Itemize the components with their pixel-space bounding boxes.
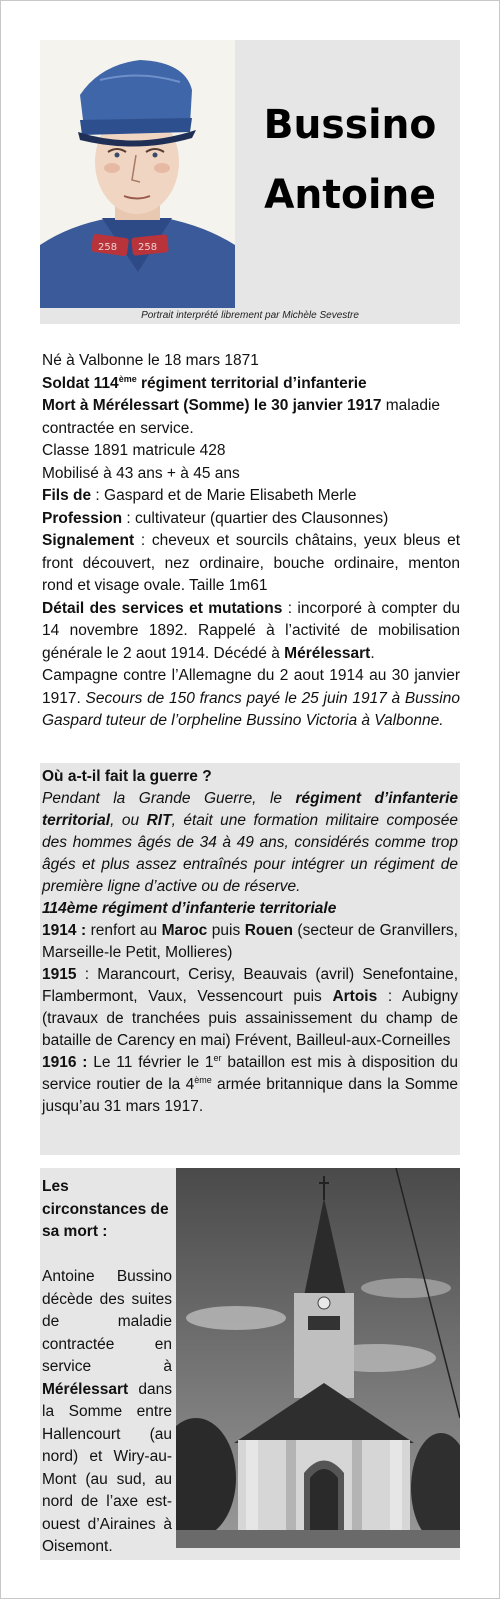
detail-end: .	[370, 644, 375, 662]
soldier-sup: ème	[118, 373, 137, 384]
y1916-c: armée britannique dans la Somme jusqu’au 31 mars 1917.	[42, 1076, 458, 1115]
y1916-a: Le 11 février le 1	[87, 1054, 214, 1071]
y1916-label: 1916 :	[42, 1054, 88, 1071]
y1914-a: renfort au	[86, 922, 162, 939]
y1916-b: bataillon est mis à disposition du service routier de la 4	[42, 1054, 458, 1093]
y1914-label: 1914 :	[42, 922, 87, 939]
war-title: Où a-t-il fait la guerre ?	[42, 768, 212, 785]
portrait-caption: Portrait interprété librement par Michèle Sevestre	[141, 310, 359, 321]
profession-label: Profession	[42, 509, 123, 527]
y1914-rouen: Rouen	[244, 922, 293, 939]
death-text-2: dans la Somme entre Hallencourt (au nord) et Wiry-au-Mont (au sud, au nord de l’axe est-ouest d’Airaines à Oisemont.	[42, 1380, 172, 1555]
y1915-a: : Marancourt, Cerisy, Beauvais (avril) Senefontaine, Flambermont, Vaux, Vessencourt puis	[42, 966, 458, 1005]
header-panel	[40, 40, 460, 324]
y1915-b: : Aubigny (travaux de tranchées puis assainissement du champ de bataille de Carency en mai) Frévent, Bailleul-aux-Corneilles	[42, 988, 458, 1049]
y1915-label: 1915	[42, 966, 77, 983]
year-1916	[42, 1052, 458, 1118]
soldier-line	[42, 373, 460, 396]
signalement-label: Signalement	[42, 532, 135, 549]
detail-place: Mérélessart	[284, 644, 371, 662]
collar-number-right: 258	[138, 242, 158, 253]
y1914-c: (secteur de Granvillers, Marseille-le Petit, Mollieres)	[42, 922, 458, 961]
war-section	[40, 763, 460, 1155]
death-text	[42, 1266, 172, 1559]
death-rest: maladie contractée en service.	[42, 397, 441, 437]
detail-label: Détail des services et mutations	[42, 599, 283, 617]
campagne-line	[42, 665, 460, 733]
mobilise-line: Mobilisé à 43 ans + à 45 ans	[42, 464, 240, 482]
fils-line	[42, 485, 460, 508]
death-text-1: Antoine Bussino décède des suites de maladie contractée en service à	[42, 1268, 172, 1375]
year-1915	[42, 964, 458, 1052]
war-intro	[42, 788, 458, 898]
war-intro-1: Pendant la Grande Guerre, le	[42, 790, 296, 807]
birth-line: Né à Valbonne le 18 mars 1871	[42, 352, 259, 369]
y1916-sup1: er	[213, 1053, 222, 1063]
death-title: Les circonstances de sa mort :	[42, 1178, 169, 1240]
war-intro-2: , ou	[110, 812, 147, 829]
signalement-value: : cheveux et sourcils châtains, yeux bleus et front découvert, nez ordinaire, bouche ordinaire, menton rond et visage ovale. Taille 1m61	[42, 532, 460, 594]
secours-text: Secours de 150 francs payé le 25 juin 1917 à Bussino Gaspard tuteur de l’orpheline Bussino Victoria à Valbonne.	[42, 689, 460, 729]
classe-line: Classe 1891 matricule 428	[42, 442, 226, 459]
y1914-maroc: Maroc	[161, 922, 208, 939]
fils-label: Fils de	[42, 487, 92, 504]
death-bold: Mort à Mérélessart (Somme) le 30 janvier 1917	[42, 397, 382, 414]
campagne-text: Campagne contre l’Allemagne du 2 aout 1914 au 30 janvier 1917.	[42, 667, 460, 707]
profession-line	[42, 508, 460, 531]
detail-value: : incorporé à compter du 14 novembre 1892. Rappelé à l’activité de mobilisation générale le 2 aout 1914. Décédé à	[42, 599, 460, 662]
profession-value: : cultivateur (quartier des Clausonnes)	[122, 509, 389, 527]
name-line-1: Bussino	[263, 102, 437, 148]
y1915-artois: Artois	[332, 988, 378, 1005]
biography-section	[42, 350, 460, 733]
war-intro-bold: régiment d’infanterie territorial	[42, 790, 458, 829]
fils-value: : Gaspard et de Marie Elisabeth Merle	[91, 487, 357, 504]
soldier-name	[242, 90, 458, 230]
name-line-2: Antoine	[264, 172, 436, 218]
signalement-line	[42, 530, 460, 598]
church-photo-image	[176, 1168, 460, 1548]
regiment-heading: 114ème régiment d’infanterie territoriale	[42, 900, 337, 917]
death-text-place: Mérélessart	[42, 1380, 129, 1398]
collar-number-left: 258	[98, 242, 118, 253]
detail-line	[42, 598, 460, 666]
death-line	[42, 395, 460, 440]
death-section	[40, 1168, 460, 1560]
war-intro-3: , était une formation militaire composée des hommes âgés de 34 à 49 ans, considérés comme trop âgés et plus assez entraînés pour intégrer un régiment de première ligne d’active ou de réserve.	[42, 812, 458, 895]
war-intro-rit: RIT	[146, 812, 172, 829]
soldier-pre: Soldat 114	[42, 374, 119, 392]
y1916-sup2: ème	[194, 1075, 212, 1085]
year-1914	[42, 920, 458, 964]
soldier-post: régiment territorial d’infanterie	[136, 374, 367, 392]
soldier-portrait-image	[40, 40, 235, 308]
y1914-b: puis	[207, 922, 245, 939]
